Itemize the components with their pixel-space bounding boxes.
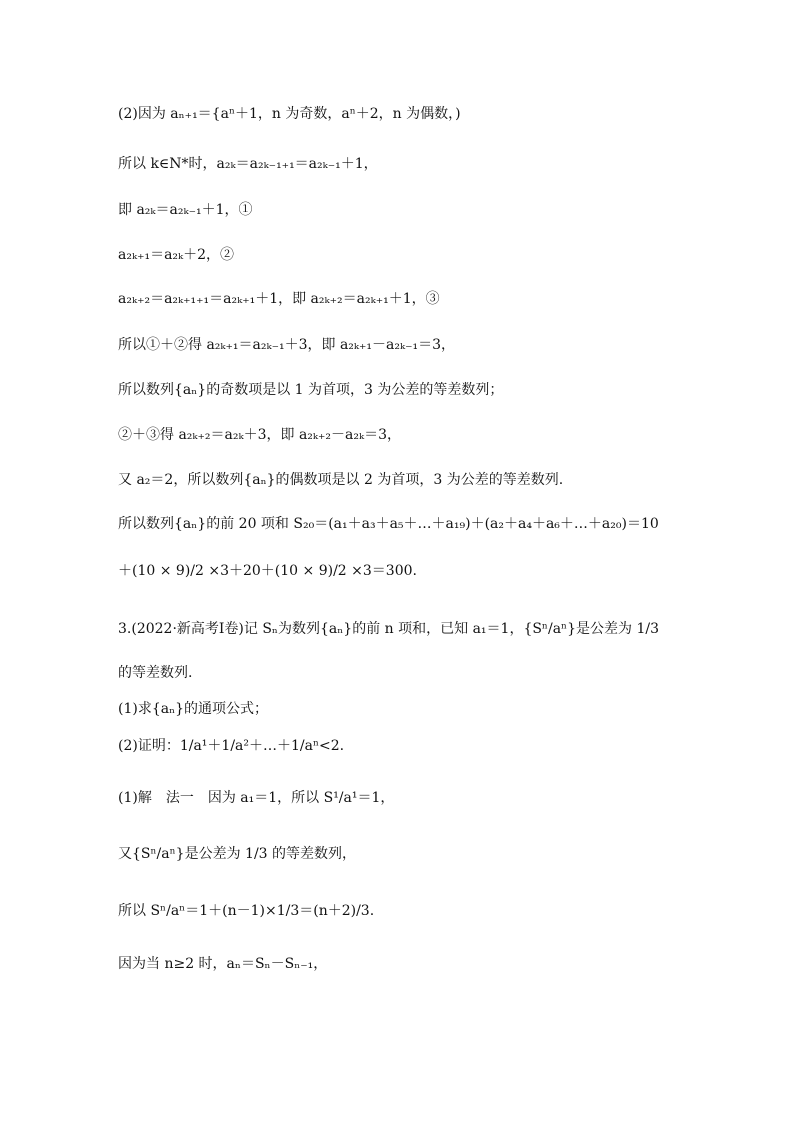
line-text: 因为当 n≥2 时，aₙ＝Sₙ－Sₙ₋₁，: [118, 956, 328, 972]
line-text: 所以①＋②得 a₂ₖ₊₁＝a₂ₖ₋₁＋3，即 a₂ₖ₊₁－a₂ₖ₋₁＝3，: [118, 337, 455, 353]
text-line-10: [118, 515, 659, 533]
line-text: a₂ₖ₊₁＝a₂ₖ＋2，②: [118, 247, 235, 263]
line-text: ②＋③得 a₂ₖ₊₂＝a₂ₖ＋3，即 a₂ₖ₊₂－a₂ₖ＝3，: [118, 427, 401, 443]
text-line-6: [118, 336, 455, 354]
text-line-11: [118, 562, 417, 580]
line-text: (1)求{aₙ}的通项公式；: [118, 701, 269, 717]
text-line-12: [118, 620, 659, 638]
text-line-9: [118, 471, 563, 489]
text-line-17: [118, 845, 356, 863]
text-line-5: [118, 290, 440, 308]
line-text: 又 a₂＝2，所以数列{aₙ}的偶数项是以 2 为首项，3 为公差的等差数列.: [118, 472, 564, 488]
text-line-19: [118, 955, 327, 973]
text-line-8: [118, 426, 401, 444]
text-line-13: [118, 664, 192, 682]
line-text: 又{Sⁿ/aⁿ}是公差为 1/3 的等差数列，: [118, 846, 357, 862]
text-line-15: [118, 737, 344, 755]
line-text: (1)解 法一 因为 a₁＝1，所以 S¹/a¹＝1，: [118, 790, 395, 806]
text-line-2: [118, 155, 378, 173]
text-line-14: [118, 700, 268, 718]
line-text: 3.(2022·新高考Ⅰ卷)记 Sₙ为数列{aₙ}的前 n 项和，已知 a₁＝1，{Sⁿ/aⁿ}是公差为 1/3: [118, 621, 660, 637]
line-text: a₂ₖ₊₂＝a₂ₖ₊₁₊₁＝a₂ₖ₊₁＋1，即 a₂ₖ₊₂＝a₂ₖ₊₁＋1，③: [118, 291, 440, 307]
text-line-3: [118, 201, 253, 219]
line-text: 的等差数列.: [118, 665, 193, 681]
line-text: 所以 Sⁿ/aⁿ＝1＋(n－1)×1/3＝(n＋2)/3.: [118, 903, 375, 919]
text-line-4: [118, 246, 234, 264]
text-line-1: [118, 105, 461, 123]
text-line-18: [118, 902, 374, 920]
line-text: 所以数列{aₙ}的奇数项是以 1 为首项，3 为公差的等差数列；: [118, 382, 504, 398]
line-text: (2)证明：1/a¹＋1/a²＋…＋1/aⁿ<2.: [118, 738, 345, 754]
line-text: 即 a₂ₖ＝a₂ₖ₋₁＋1，①: [118, 202, 253, 218]
line-text: ＋(10 × 9)/2 ×3＋20＋(10 × 9)/2 ×3＝300.: [118, 563, 417, 579]
line-text: (2)因为 aₙ₊₁＝{aⁿ＋1，n 为奇数，aⁿ＋2，n 为偶数，): [118, 106, 461, 122]
line-text: 所以 k∈N*时，a₂ₖ＝a₂ₖ₋₁₊₁＝a₂ₖ₋₁＋1，: [118, 156, 378, 172]
text-line-16: [118, 789, 394, 807]
line-text: 所以数列{aₙ}的前 20 项和 S₂₀＝(a₁＋a₃＋a₅＋…＋a₁₉)＋(a₂＋a₄＋a₆＋…＋a₂₀)＝10: [118, 516, 659, 532]
text-line-7: [118, 381, 503, 399]
